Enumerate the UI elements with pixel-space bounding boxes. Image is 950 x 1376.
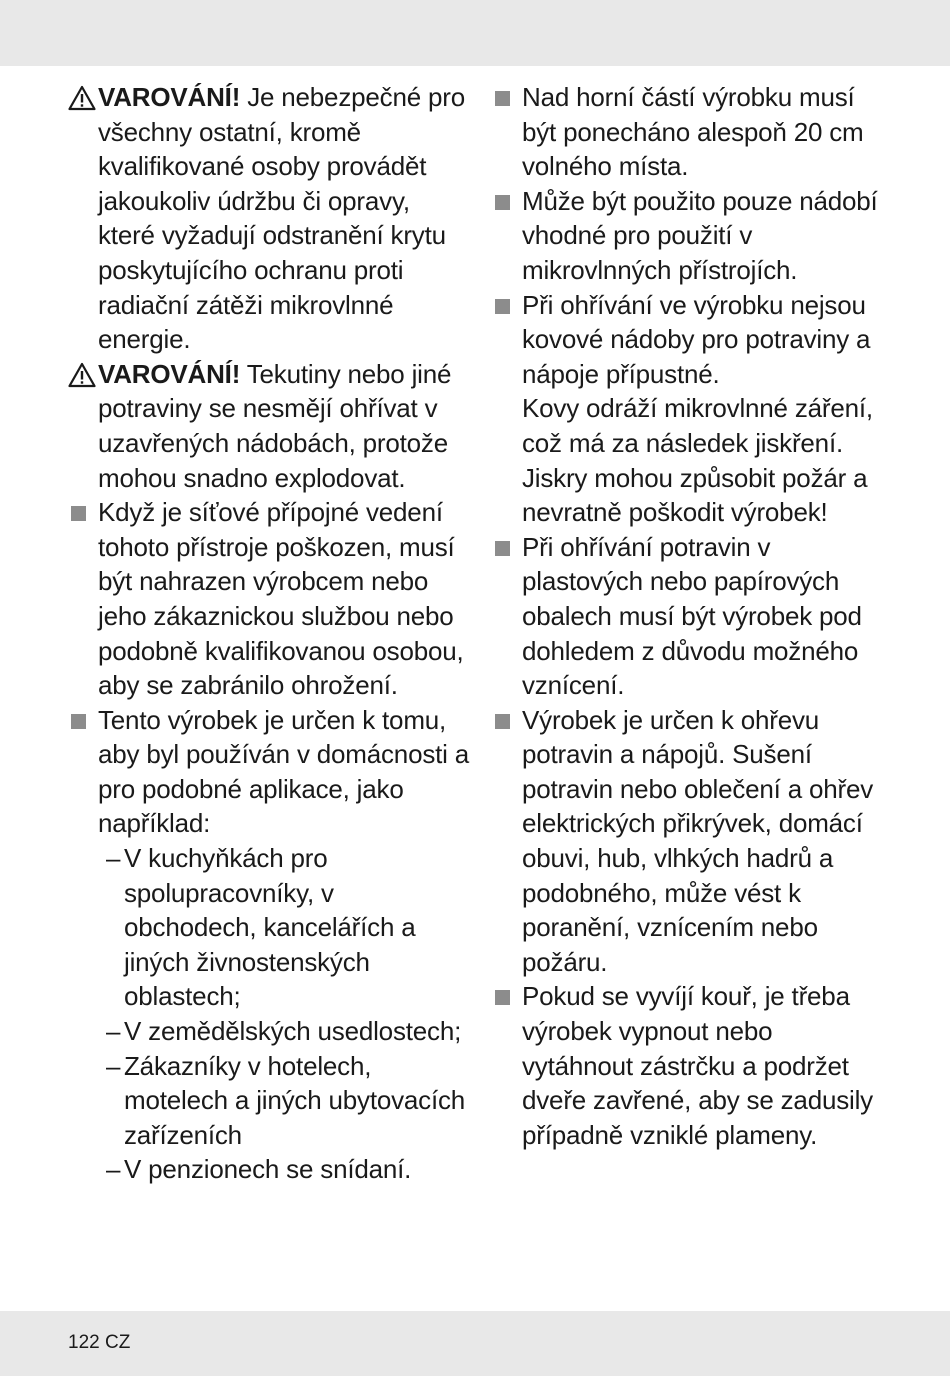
sub-item-text: V penzionech se snídaní.	[124, 1154, 412, 1185]
page-number: 122 CZ	[68, 1332, 131, 1353]
square-bullet-icon	[71, 506, 86, 521]
bullet-text: Tento výrobek je určen k tomu, aby byl používán v domácnosti a pro podobné aplikace, jako například:	[98, 704, 470, 839]
bullet-item	[68, 703, 470, 841]
right-column	[492, 80, 882, 1152]
bullet-text: Při ohřívání potravin v plastových nebo papírových obalech musí být výrobek pod dohledem z důvodu možného vznícení.	[522, 531, 862, 701]
continuation-text: Kovy odráží mikrovlnné záření, což má za následek jiskření. Jiskry mohou způsobit požár a nevratně poškodit výrobek!	[522, 393, 873, 528]
left-column	[68, 80, 470, 1187]
warning-triangle-icon	[68, 85, 96, 111]
square-bullet-icon	[495, 990, 510, 1005]
bullet-item	[492, 80, 882, 184]
bullet-item	[492, 703, 882, 980]
footer-band	[0, 1311, 950, 1376]
square-bullet-icon	[71, 714, 86, 729]
warning-text: Tekutiny nebo jiné potraviny se nesmějí ohřívat v uzavřených nádobách, protože mohou snadno explodovat.	[98, 358, 452, 493]
warning-paragraph	[68, 357, 470, 495]
bullet-item	[492, 530, 882, 703]
sub-item-text: V zemědělských usedlostech;	[124, 1016, 462, 1047]
bullet-text: Může být použito pouze nádobí vhodné pro použití v mikrovlnných přístrojích.	[522, 185, 878, 285]
dash-marker: –	[106, 1154, 121, 1185]
sub-list-item	[68, 1014, 470, 1049]
continuation-paragraph	[492, 391, 882, 529]
bullet-text: Při ohřívání ve výrobku nejsou kovové nádoby pro potraviny a nápoje přípustné.	[522, 289, 871, 389]
bullet-text: Když je síťové přípojné vedení tohoto přístroje poškozen, musí být nahrazen výrobcem nebo jeho zákaznickou službou nebo podobně kvalifikovanou osobou, aby se zabránilo ohrožení.	[98, 497, 464, 701]
square-bullet-icon	[495, 195, 510, 210]
warning-text: Je nebezpečné pro všechny ostatní, kromě kvalifikované osoby provádět jakoukoliv údržbu či opravy, které vyžadují odstranění krytu poskytujícího ochranu proti radiační zátěži mikrovlnné energie.	[98, 82, 465, 355]
sub-list-item	[68, 841, 470, 1014]
square-bullet-icon	[495, 299, 510, 314]
warning-triangle-icon	[68, 362, 96, 388]
square-bullet-icon	[495, 91, 510, 106]
square-bullet-icon	[495, 714, 510, 729]
bullet-text: Výrobek je určen k ohřevu potravin a nápojů. Sušení potravin nebo oblečení a ohřev elektrických přikrývek, domácí obuvi, hub, vlhkých hadrů a podobného, může vést k poranění, vznícením nebo požáru.	[522, 704, 874, 977]
bullet-text: Nad horní částí výrobku musí být ponecháno alespoň 20 cm volného místa.	[522, 82, 864, 182]
square-bullet-icon	[495, 541, 510, 556]
sub-item-text: V kuchyňkách pro spolupracovníky, v obchodech, kancelářích a jiných živnostenských oblastech;	[124, 843, 416, 1012]
warning-paragraph	[68, 80, 470, 357]
dash-marker: –	[106, 843, 121, 874]
dash-marker: –	[106, 1016, 121, 1047]
sub-list-item	[68, 1152, 470, 1187]
bullet-item	[492, 979, 882, 1152]
sub-list-item	[68, 1049, 470, 1153]
bullet-item	[68, 495, 470, 703]
bullet-item	[492, 184, 882, 288]
header-band	[0, 0, 950, 66]
warning-label: VAROVÁNÍ!	[98, 82, 241, 112]
sub-item-text: Zákazníky v hotelech, motelech a jiných ubytovacích zařízeních	[124, 1050, 466, 1150]
bullet-item	[492, 288, 882, 392]
bullet-text: Pokud se vyvíjí kouř, je třeba výrobek vypnout nebo vytáhnout zástrčku a podržet dveře zavřené, aby se zadusily případně vzniklé plameny.	[522, 981, 873, 1150]
warning-label: VAROVÁNÍ!	[98, 358, 241, 389]
dash-marker: –	[106, 1050, 121, 1081]
